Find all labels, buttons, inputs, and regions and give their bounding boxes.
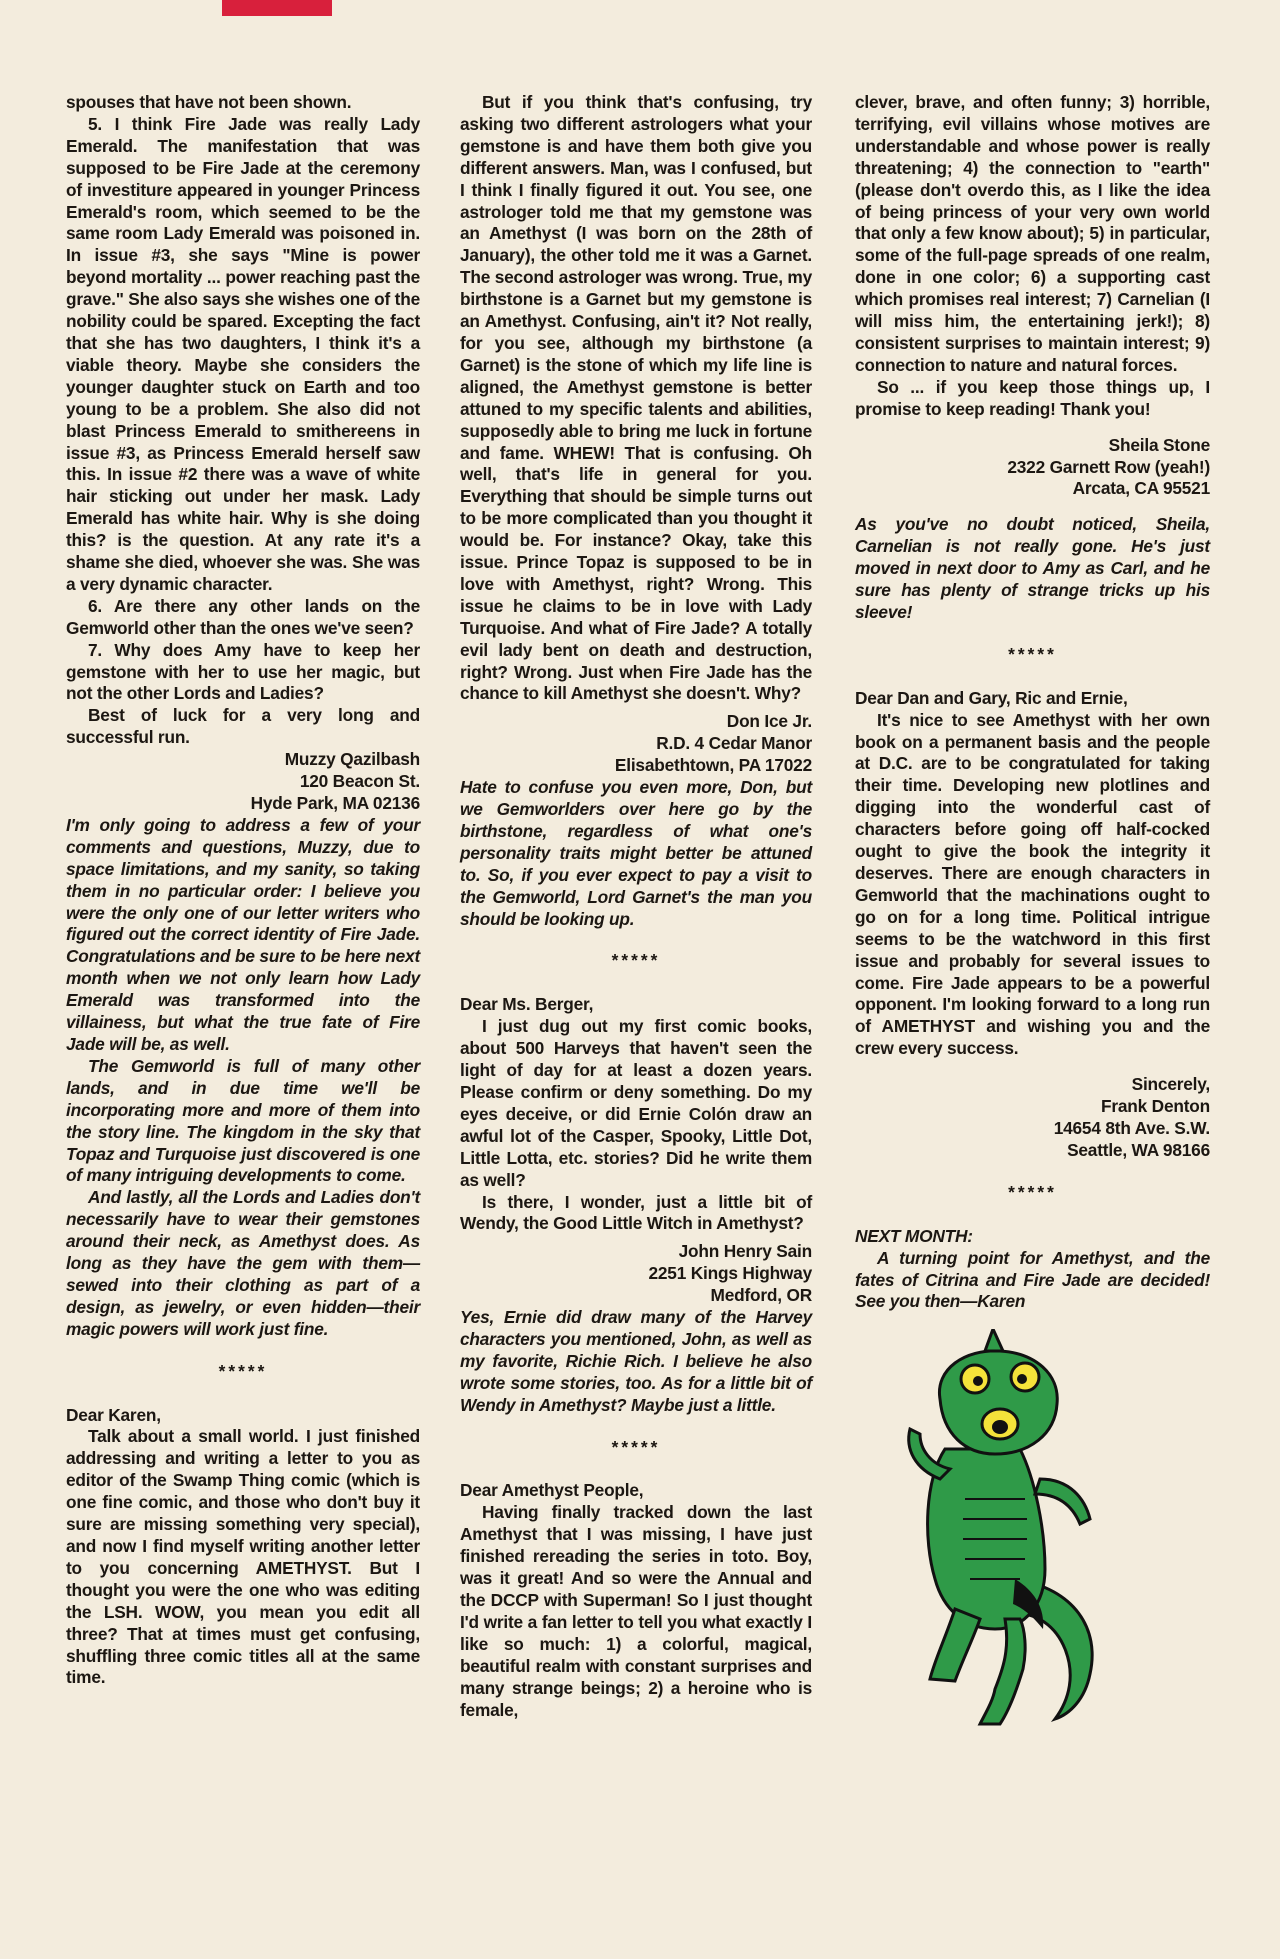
section-divider: ***** (611, 1436, 661, 1457)
letter-paragraph: Talk about a small world. I just finished addressing and writing a letter to you as editor of the Swamp Thing comic (which is one fine comic, and those who don't buy it sure are missing something very special), and now I find myself writing another letter to you concerning AMETHYST. But I thought you were the one who was editing the LSH. WOW, you mean you edit all three? That at times must get confusing, shuffling three comic titles all at the same time. (66, 1426, 420, 1688)
column-2 (460, 92, 812, 1721)
signature-address: Arcata, CA 95521 (1072, 478, 1210, 499)
signature-address: Seattle, WA 98166 (1067, 1139, 1210, 1160)
letter-greeting: Dear Ms. Berger, (460, 994, 594, 1015)
letter-paragraph: Having finally tracked down the last Amethyst that I was missing, I have just finished rereading the series in toto. Boy, was it great! And so were the Annual and the DCCP with Superman! So I just thought I'd write a fan letter to tell you what exactly I like so much: 1) a colorful, magical, beautiful realm with constant surprises and many strange beings; 2) a heroine who is female, (460, 1502, 812, 1720)
letter-signature (460, 711, 812, 777)
letter-paragraph: spouses that have not been shown. (66, 92, 352, 112)
signature-address: R.D. 4 Cedar Manor (656, 733, 812, 754)
signature-address: 2322 Garnett Row (yeah!) (1007, 456, 1210, 477)
editor-reply: Hate to confuse you even more, Don, but we Gemworlders over here go by the birthstone, regardless of what one's personality traits might better be attuned to. So, if you ever expect to pay a visit to the Gemworld, Lord Garnet's the man you should be looking up. (460, 777, 812, 929)
letter-paragraph: So ... if you keep those things up, I promise to keep reading! Thank you! (855, 376, 1210, 419)
signature-address: Hyde Park, MA 02136 (250, 793, 420, 813)
signature-address: 120 Beacon St. (299, 771, 420, 792)
section-divider: ***** (1008, 643, 1057, 664)
next-month-heading: NEXT MONTH: (855, 1225, 973, 1246)
letter-paragraph: Is there, I wonder, just a little bit of Wendy, the Good Little Witch in Amethyst? (460, 1191, 812, 1234)
signature-name: Frank Denton (1101, 1096, 1210, 1117)
signature-closing: Sincerely, (1131, 1074, 1210, 1095)
signature-name: John Henry Sain (678, 1241, 812, 1262)
letter-greeting: Dear Amethyst People, (460, 1480, 644, 1501)
signature-name: Don Ice Jr. (726, 711, 812, 732)
letter-paragraph: 5. I think Fire Jade was really Lady Emerald. The manifestation that was supposed to be Fire Jade at the ceremony of investiture appeared in younger Princess Emerald's room, which seemed to be the same room Lady Emerald was poisoned in. In issue #3, she says "Mine is power beyond mortality ... power reaching past the grave." She also says she wishes one of the nobility could be spared. Excepting the fact that she has two daughters, I think it's a viable theory. Maybe she considers the younger daughter stuck on Earth and too young to be a problem. She also did not blast Princess Emerald to smithereens in issue #3, as Princess Emerald herself saw this. In issue #2 there was a wave of white hair sticking out under her mask. Lady Emerald has white hair. Why is she doing this? is the question. At any rate it's a shame she died, whoever she was. She was a very dynamic character. (66, 113, 421, 594)
editor-reply: As you've no doubt noticed, Sheila, Carnelian is not really gone. He's just moved in next door to Amy as Carl, and he sure has plenty of strange tricks up his sleeve! (855, 514, 1210, 622)
editor-reply: I'm only going to address a few of your comments and questions, Muzzy, due to space limitations, and my sanity, so taking them in no particular order: I believe you were the only one of our letter writers who figured out the correct identity of Fire Jade. Congratulations and be sure to be here next month when we not only learn how Lady Emerald was transformed into the villainess, but what the true fate of Fire Jade will be, as well. (66, 814, 420, 1054)
letter-paragraph: clever, brave, and often funny; 3) horrible, terrifying, evil villains whose motives are understandable and whose power is really threatening; 4) the connection to "earth" (please don't overdo this, as I like the idea of being princess of your very own world that only a few know about); 5) in particular, some of the full-page spreads of one realm, done in one color; 6) a supporting cast which promises real interest; 7) Carnelian (I will miss him, the entertaining jerk!); 8) consistent surprises to maintain interest; 9) connection to nature and natural forces. (855, 92, 1210, 375)
letter-signature (855, 435, 1210, 501)
section-divider: ***** (1008, 1181, 1057, 1202)
red-header-tab (222, 0, 332, 16)
editor-reply: Yes, Ernie did draw many of the Harvey characters you mentioned, John, as well as my favorite, Richie Rich. I believe he also wrote some stories, too. As for a little bit of Wendy in Amethyst? Maybe just a little. (460, 1307, 812, 1415)
signature-address: Medford, OR (710, 1285, 812, 1306)
section-divider: ***** (218, 1360, 268, 1381)
letter-greeting: Dear Dan and Gary, Ric and Ernie, (855, 687, 1128, 708)
signature-address: Elisabethtown, PA 17022 (614, 755, 812, 776)
alligator-illustration-icon (885, 1329, 1115, 1729)
column-1 (66, 92, 420, 1689)
letter-paragraph: 7. Why does Amy have to keep her gemstone with her to use her magic, but not the other Lords and Ladies? (66, 639, 420, 704)
signature-name: Sheila Stone (1108, 434, 1210, 455)
column-3 (855, 92, 1210, 1729)
letter-signature (460, 1241, 812, 1307)
editor-reply: The Gemworld is full of many other lands, and in due time we'll be incorporating more and more of them into the story line. The kingdom in the sky that Topaz and Turquoise just discovered is one of many intriguing developments to come. (66, 1055, 420, 1186)
letter-paragraph: I just dug out my first comic books, about 500 Harveys that haven't seen the light of day for at least a dozen years. Please confirm or deny something. Do my eyes deceive, or did Ernie Colón draw an awful lot of the Casper, Spooky, Little Dot, Little Lotta, etc. stories? Did he write them as well? (460, 1016, 812, 1190)
letter-greeting: Dear Karen, (66, 1404, 161, 1425)
letter-signature (66, 749, 420, 815)
letter-paragraph: But if you think that's confusing, try asking two different astrologers what your gemstone is and have them both give you different answers. Man, was I confused, but I think I finally figured it out. You see, one astrologer told me that my gemstone was an Amethyst (I was born on the 28th of January), the other told me it was a Garnet. The second astrologer was wrong. True, my birthstone is a Garnet but my gemstone is an Amethyst. Confusing, ain't it? Not really, for you see, although my birthstone (a Garnet) is the stone of which my life line is aligned, the Amethyst gemstone is better attuned to my specific talents and abilities, supposedly able to bring me luck in fortune and fame. WHEW! That is confusing. Oh well, that's life in general for you. Everything that should be simple turns out to be more complicated than you thought it would be. For instance? Okay, take this issue. Prince Topaz is supposed to be in love with Amethyst, right? Wrong. This issue he claims to be in love with Lady Turquoise. And what of Fire Jade? A totally evil lady bent on death and destruction, right? Wrong. Just when Fire Jade has the chance to kill Amethyst she doesn't. Why? (460, 92, 812, 704)
letter-paragraph: 6. Are there any other lands on the Gemworld other than the ones we've seen? (66, 595, 420, 638)
section-divider: ***** (611, 950, 661, 971)
editor-reply: And lastly, all the Lords and Ladies don't necessarily have to wear their gemstones around their neck, as Amethyst does. As long as they have the gem with them—sewed into their clothing as part of a design, as jewelry, or even hidden—their magic powers will work just fine. (66, 1187, 420, 1339)
letter-signature (855, 1074, 1210, 1162)
signature-address: 2251 Kings Highway (648, 1263, 812, 1284)
signature-name: Muzzy Qazilbash (284, 749, 420, 770)
signature-address: 14654 8th Ave. S.W. (1053, 1117, 1210, 1138)
letter-paragraph: It's nice to see Amethyst with her own book on a permanent basis and the people at D.C. are to be congratulated for taking their time. Developing new plotlines and digging into the wonderful cast of characters before going off half-cocked ought to give the book the integrity it deserves. There are enough characters in Gemworld that the machinations ought to go on for a long time. Political intrigue seems to be the watchword in this first issue and probably for several issues to come. Fire Jade appears to be a powerful opponent. I'm looking forward to a long run of AMETHYST and wishing you and the crew every success. (855, 709, 1210, 1059)
next-month-text: A turning point for Amethyst, and the fates of Citrina and Fire Jade are decided! See you then—Karen (855, 1247, 1210, 1312)
letter-paragraph: Best of luck for a very long and successful run. (66, 705, 420, 748)
